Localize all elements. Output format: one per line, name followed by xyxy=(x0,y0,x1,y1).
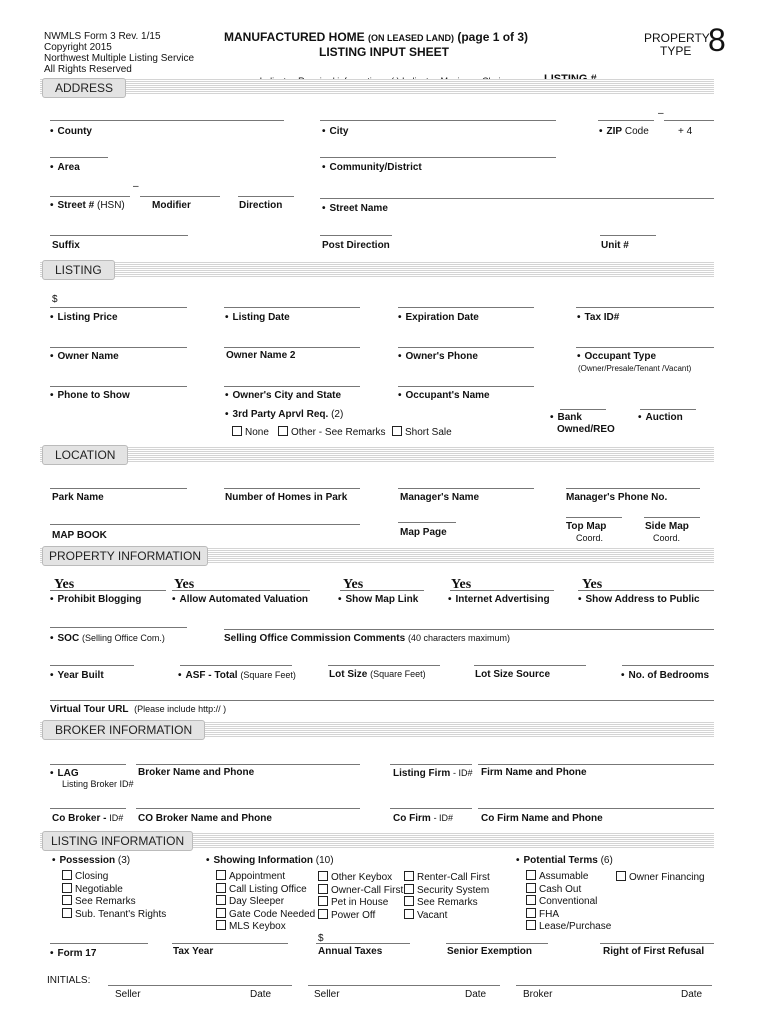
firm-name-line[interactable] xyxy=(478,764,714,765)
possession-label xyxy=(52,855,130,866)
side-map-label: Side Map xyxy=(645,521,689,532)
direction-label: Direction xyxy=(239,200,283,211)
terms-option[interactable] xyxy=(526,920,611,933)
poss-option-label: Negotiable xyxy=(75,883,123,895)
show-option[interactable] xyxy=(404,896,490,909)
terms-options-col2 xyxy=(616,871,705,884)
senior-exemption-label: Senior Exemption xyxy=(447,946,533,957)
show-option[interactable] xyxy=(318,909,403,922)
checkbox-icon[interactable] xyxy=(318,909,328,919)
asf-label xyxy=(178,670,296,681)
opt-none-label: None xyxy=(245,427,269,438)
lot-size-note: (Square Feet) xyxy=(370,669,426,679)
yes-internet: Yes xyxy=(451,577,472,592)
first-refusal-line[interactable] xyxy=(600,943,714,944)
show-option[interactable] xyxy=(318,884,403,897)
show-option-label: Call Listing Office xyxy=(229,883,307,895)
poss-option[interactable] xyxy=(62,908,166,921)
opt-other-label: Other - See Remarks xyxy=(291,427,386,438)
co-firm-text: Co Firm xyxy=(393,813,431,824)
co-broker-line[interactable] xyxy=(50,808,126,809)
property-type-label: PROPERTY xyxy=(644,31,710,45)
terms-option[interactable] xyxy=(526,908,611,921)
listing-date-line[interactable] xyxy=(224,307,360,308)
price-dollar: $ xyxy=(52,294,58,305)
area-label: • Area xyxy=(50,162,80,173)
co-broker-id: ID# xyxy=(109,813,124,823)
occupants-name-label: • Occupant's Name xyxy=(398,390,490,401)
internet-adv-label: • Internet Advertising xyxy=(448,594,550,605)
section-address: ADDRESS xyxy=(42,78,126,98)
co-broker-name-label: CO Broker Name and Phone xyxy=(138,813,272,824)
date1-label: Date xyxy=(250,989,272,1000)
opt-none[interactable] xyxy=(232,426,269,438)
bedrooms-label: • No. of Bedrooms xyxy=(621,670,709,681)
possession-max: (3) xyxy=(117,855,131,866)
checkbox-icon[interactable] xyxy=(216,883,226,893)
suffix-label: Suffix xyxy=(52,240,80,251)
terms-option-label: Owner Financing xyxy=(629,872,705,883)
seller1-line[interactable] xyxy=(108,985,292,986)
hsn-text: (HSN) xyxy=(96,200,125,211)
owner-name2-line[interactable] xyxy=(224,347,360,348)
opt-short-label: Short Sale xyxy=(405,427,452,438)
soc-text: • SOC xyxy=(50,633,79,644)
form-number: NWMLS Form 3 Rev. 1/15 xyxy=(44,31,161,42)
terms-max: (6) xyxy=(600,855,613,866)
checkbox-icon[interactable] xyxy=(232,426,242,436)
zip4-line[interactable] xyxy=(664,120,714,121)
checkbox-icon[interactable] xyxy=(318,871,328,881)
date2-label: Date xyxy=(465,989,487,1000)
plus4-label: + 4 xyxy=(678,126,693,137)
owned-reo-label: Owned/REO xyxy=(557,424,615,435)
occupant-type-line[interactable] xyxy=(576,347,714,348)
seller2-label: Seller xyxy=(314,989,340,1000)
managers-phone-line[interactable] xyxy=(566,488,700,489)
show-option[interactable] xyxy=(216,895,315,908)
soc-comments-note: (40 characters maximum) xyxy=(407,633,510,643)
showing-options-col3 xyxy=(404,871,490,921)
yes-prohibit: Yes xyxy=(54,577,75,592)
auction-label: • Auction xyxy=(638,412,683,423)
soc-label xyxy=(50,633,165,644)
checkbox-icon[interactable] xyxy=(62,870,72,880)
rights: All Rights Reserved xyxy=(44,64,132,75)
map-book-label: MAP BOOK xyxy=(52,530,107,541)
section-broker-info: BROKER INFORMATION xyxy=(42,720,205,740)
co-firm-line[interactable] xyxy=(390,808,472,809)
owner-name-label: • Owner Name xyxy=(50,351,119,362)
phone-to-show-line[interactable] xyxy=(50,386,187,387)
show-map-link-label: • Show Map Link xyxy=(338,594,418,605)
asf-note: (Square Feet) xyxy=(240,670,296,680)
zip-label xyxy=(599,126,649,137)
show-option[interactable] xyxy=(404,884,490,897)
poss-option-label: Sub. Tenant's Rights xyxy=(75,908,167,920)
third-party-max: (2) xyxy=(331,409,344,420)
listing-price-line[interactable] xyxy=(50,307,187,308)
co-broker-text: Co Broker - xyxy=(52,813,107,824)
bank-label: • Bank xyxy=(550,412,582,423)
show-option[interactable] xyxy=(318,896,403,909)
checkbox-icon[interactable] xyxy=(216,920,226,930)
terms-option-label: FHA xyxy=(539,908,559,920)
occupants-name-line[interactable] xyxy=(398,386,534,387)
poss-option[interactable] xyxy=(62,883,166,896)
post-direction-line[interactable] xyxy=(320,235,392,236)
bank-line[interactable] xyxy=(560,409,606,410)
show-option-label: Appointment xyxy=(229,871,286,882)
seller2-line[interactable] xyxy=(308,985,500,986)
street-num-text: • Street # xyxy=(50,200,94,211)
annual-taxes-label: Annual Taxes xyxy=(318,946,383,957)
listing-date-label: • Listing Date xyxy=(225,312,290,323)
checkbox-icon[interactable] xyxy=(318,884,328,894)
address-bar xyxy=(40,79,714,95)
tour-url-line[interactable] xyxy=(50,700,714,701)
owner-name2-label: Owner Name 2 xyxy=(226,350,296,361)
listing-bar xyxy=(40,262,714,278)
showing-label xyxy=(206,855,334,866)
map-book-line[interactable] xyxy=(50,524,360,525)
checkbox-icon[interactable] xyxy=(404,871,414,881)
section-property-info: PROPERTY INFORMATION xyxy=(42,546,208,566)
date3-label: Date xyxy=(681,989,703,1000)
park-name-label: Park Name xyxy=(52,492,104,503)
map-link-line[interactable] xyxy=(340,590,424,591)
internet-line[interactable] xyxy=(450,590,554,591)
auction-line[interactable] xyxy=(640,409,696,410)
checkbox-icon[interactable] xyxy=(62,895,72,905)
checkbox-icon[interactable] xyxy=(216,895,226,905)
section-listing-info: LISTING INFORMATION xyxy=(42,831,193,851)
listing-firm-id: - ID# xyxy=(453,768,473,778)
auto-valuation-line[interactable] xyxy=(172,590,310,591)
property-type-number: 8 xyxy=(708,22,726,58)
title-page: (page 1 of 3) xyxy=(457,30,529,44)
lot-source-line[interactable] xyxy=(474,665,586,666)
city-line[interactable] xyxy=(320,120,556,121)
show-option[interactable] xyxy=(318,871,403,884)
owners-city-line[interactable] xyxy=(224,386,360,387)
side-map-line[interactable] xyxy=(644,517,700,518)
soc-comments-label xyxy=(224,633,510,644)
top-coord-label: Coord. xyxy=(576,533,604,543)
street-name-line[interactable] xyxy=(320,198,714,199)
modifier-line[interactable] xyxy=(140,196,220,197)
initials-label: INITIALS: xyxy=(47,975,91,986)
checkbox-icon[interactable] xyxy=(526,895,536,905)
terms-option[interactable] xyxy=(526,870,611,883)
post-direction-label: Post Direction xyxy=(322,240,390,251)
form17-line[interactable] xyxy=(50,943,148,944)
org-name: Northwest Multiple Listing Service xyxy=(44,53,195,64)
show-option-label: Vacant xyxy=(417,909,448,921)
checkbox-icon[interactable] xyxy=(392,426,402,436)
prohibit-line[interactable] xyxy=(50,590,166,591)
possession-options xyxy=(62,870,166,920)
show-option[interactable] xyxy=(216,883,315,896)
city-label: • City xyxy=(322,126,348,137)
poss-option[interactable] xyxy=(62,870,166,883)
co-firm-name-line[interactable] xyxy=(478,808,714,809)
listing-firm-label xyxy=(393,768,473,779)
owners-city-label: • Owner's City and State xyxy=(225,390,341,401)
show-option[interactable] xyxy=(216,870,315,883)
managers-name-label: Manager's Name xyxy=(400,492,480,503)
poss-option[interactable] xyxy=(62,895,166,908)
num-homes-line[interactable] xyxy=(224,488,360,489)
map-page-label: Map Page xyxy=(400,527,447,538)
park-name-line[interactable] xyxy=(50,488,187,489)
possession-text: • Possession xyxy=(52,855,115,866)
zip-code-text: Code xyxy=(624,126,649,137)
form-subtitle: LISTING INPUT SHEET xyxy=(319,45,450,59)
owner-name-line[interactable] xyxy=(50,347,187,348)
lot-size-text: Lot Size xyxy=(329,669,368,680)
checkbox-icon[interactable] xyxy=(216,908,226,918)
broker-label: Broker xyxy=(523,989,553,1000)
soc-note: (Selling Office Com.) xyxy=(81,633,165,643)
third-party-label xyxy=(225,409,343,420)
show-address-line[interactable] xyxy=(578,590,714,591)
area-line[interactable] xyxy=(50,157,108,158)
top-map-label: Top Map xyxy=(566,521,607,532)
show-option[interactable] xyxy=(404,909,490,922)
prohibit-blogging-label: • Prohibit Blogging xyxy=(50,594,141,605)
checkbox-icon[interactable] xyxy=(62,883,72,893)
occupant-type-options: (Owner/Presale/Tenant /Vacant) xyxy=(578,364,692,373)
checkbox-icon[interactable] xyxy=(526,908,536,918)
title-main: MANUFACTURED HOME xyxy=(224,30,365,44)
show-option-label: See Remarks xyxy=(417,897,478,908)
owners-phone-line[interactable] xyxy=(398,347,534,348)
show-option-label: Renter-Call First xyxy=(417,872,490,883)
lot-size-line[interactable] xyxy=(328,665,440,666)
checkbox-icon[interactable] xyxy=(526,870,536,880)
co-firm-id: - ID# xyxy=(433,813,454,823)
show-option-label: Power Off xyxy=(331,909,376,921)
terms-option-label: Lease/Purchase xyxy=(539,921,612,932)
yes-auto-valuation: Yes xyxy=(174,577,195,592)
map-page-line[interactable] xyxy=(398,522,456,523)
show-option-label: Security System xyxy=(417,884,490,896)
senior-exemption-line[interactable] xyxy=(446,943,548,944)
tax-id-line[interactable] xyxy=(576,307,714,308)
showing-max: (10) xyxy=(315,855,334,866)
show-option-label: Other Keybox xyxy=(331,872,393,883)
show-option[interactable] xyxy=(216,920,315,933)
listing-firm-line[interactable] xyxy=(390,764,472,765)
expiration-date-label: • Expiration Date xyxy=(398,312,479,323)
terms-option-label: Assumable xyxy=(539,871,589,882)
lag-sub-label: Listing Broker ID# xyxy=(62,779,134,789)
show-option-label: Day Sleeper xyxy=(229,896,285,907)
broker-name-line[interactable] xyxy=(136,764,360,765)
terms-option[interactable] xyxy=(616,871,705,884)
soc-comments-line[interactable] xyxy=(224,629,714,630)
tax-year-label: Tax Year xyxy=(173,946,214,957)
street-num-label xyxy=(50,200,125,211)
tour-url-note: (Please include http:// ) xyxy=(134,704,227,714)
lag-label: • LAG xyxy=(50,768,79,779)
third-party-text: • 3rd Party Aprvl Req. xyxy=(225,409,328,420)
opt-short-sale[interactable] xyxy=(392,426,452,438)
zip-line[interactable] xyxy=(598,120,654,121)
suffix-line[interactable] xyxy=(50,235,188,236)
checkbox-icon[interactable] xyxy=(318,896,328,906)
zip-label-text: • ZIP xyxy=(599,126,622,137)
unit-label: Unit # xyxy=(601,240,629,251)
checkbox-icon[interactable] xyxy=(404,909,414,919)
yes-show-address: Yes xyxy=(582,577,603,592)
street-name-label: • Street Name xyxy=(322,203,388,214)
modifier-label: Modifier xyxy=(152,200,191,211)
lag-line[interactable] xyxy=(50,764,126,765)
show-option-label: Pet in House xyxy=(331,897,389,908)
yes-map-link: Yes xyxy=(343,577,364,592)
checkbox-icon[interactable] xyxy=(526,883,536,893)
showing-options-col2 xyxy=(318,871,403,921)
seller1-label: Seller xyxy=(115,989,141,1000)
poss-option-label: See Remarks xyxy=(75,896,136,907)
lot-size-label xyxy=(329,669,426,680)
terms-label xyxy=(516,855,613,866)
checkbox-icon[interactable] xyxy=(526,920,536,930)
zip-dash: – xyxy=(658,108,664,119)
asf-text: • ASF - Total xyxy=(178,670,238,681)
auto-valuation-label: • Allow Automated Valuation xyxy=(172,594,308,605)
expiration-date-line[interactable] xyxy=(398,307,534,308)
year-built-line[interactable] xyxy=(50,665,134,666)
checkbox-icon[interactable] xyxy=(278,426,288,436)
direction-line[interactable] xyxy=(238,196,294,197)
firm-name-phone-label: Firm Name and Phone xyxy=(481,767,587,778)
poss-option-label: Closing xyxy=(75,871,109,882)
checkbox-icon[interactable] xyxy=(404,884,414,894)
broker-sign-line[interactable] xyxy=(516,985,712,986)
soc-line[interactable] xyxy=(50,627,187,628)
checkbox-icon[interactable] xyxy=(616,871,626,881)
section-location: LOCATION xyxy=(42,445,128,465)
street-num-dash: – xyxy=(133,181,139,192)
side-coord-label: Coord. xyxy=(653,533,681,543)
show-option-label: MLS Keybox xyxy=(229,921,286,932)
bedrooms-line[interactable] xyxy=(622,665,714,666)
annual-taxes-line[interactable] xyxy=(316,943,410,944)
show-address-label: • Show Address to Public xyxy=(578,594,700,605)
community-line[interactable] xyxy=(320,157,556,158)
managers-phone-label: Manager's Phone No. xyxy=(566,492,668,503)
showing-text: • Showing Information xyxy=(206,855,313,866)
co-broker-name-line[interactable] xyxy=(136,808,360,809)
terms-option-label: Conventional xyxy=(539,896,598,907)
checkbox-icon[interactable] xyxy=(404,896,414,906)
location-bar xyxy=(40,447,714,463)
occupant-type-label: • Occupant Type xyxy=(577,351,656,362)
checkbox-icon[interactable] xyxy=(62,908,72,918)
phone-to-show-label: • Phone to Show xyxy=(50,390,130,401)
title-sub: (ON LEASED LAND) xyxy=(368,33,455,43)
county-line[interactable] xyxy=(50,120,284,121)
show-option-label: Gate Code Needed xyxy=(229,908,316,920)
checkbox-icon[interactable] xyxy=(216,870,226,880)
soc-comments-text: Selling Office Commission Comments xyxy=(224,633,406,644)
lot-source-label: Lot Size Source xyxy=(475,669,551,680)
broker-name-phone-label: Broker Name and Phone xyxy=(138,767,255,778)
taxes-dollar: $ xyxy=(318,933,324,944)
terms-option[interactable] xyxy=(526,883,611,896)
listing-firm-text: Listing Firm xyxy=(393,768,451,779)
street-num-line[interactable] xyxy=(50,196,130,197)
community-label: • Community/District xyxy=(322,162,422,173)
asf-line[interactable] xyxy=(180,665,292,666)
copyright: Copyright 2015 xyxy=(44,42,112,53)
co-firm-name-label: Co Firm Name and Phone xyxy=(481,813,603,824)
tour-url-text: Virtual Tour URL xyxy=(50,704,129,715)
property-type-label-2: TYPE xyxy=(660,44,692,58)
showing-options-col1 xyxy=(216,870,315,933)
terms-option[interactable] xyxy=(526,895,611,908)
terms-option-label: Cash Out xyxy=(539,883,582,895)
show-option[interactable] xyxy=(216,908,315,921)
form17-label: • Form 17 xyxy=(50,948,96,959)
county-label: • County xyxy=(50,126,92,137)
opt-other[interactable] xyxy=(278,426,385,438)
year-built-label: • Year Built xyxy=(50,670,104,681)
co-broker-label xyxy=(52,813,123,824)
tour-url-label xyxy=(50,704,226,715)
form-title xyxy=(224,30,528,44)
tax-id-label: • Tax ID# xyxy=(577,312,619,323)
managers-name-line[interactable] xyxy=(398,488,534,489)
num-homes-label: Number of Homes in Park xyxy=(225,492,348,503)
show-option[interactable] xyxy=(404,871,490,884)
section-listing: LISTING xyxy=(42,260,115,280)
first-refusal-label: Right of First Refusal xyxy=(603,946,705,957)
listing-price-label: • Listing Price xyxy=(50,312,118,323)
unit-line[interactable] xyxy=(600,235,656,236)
tax-year-line[interactable] xyxy=(172,943,288,944)
top-map-line[interactable] xyxy=(566,517,622,518)
terms-options-col1 xyxy=(526,870,611,933)
owners-phone-label: • Owner's Phone xyxy=(398,351,478,362)
terms-text: • Potential Terms xyxy=(516,855,598,866)
show-option-label: Owner-Call First xyxy=(331,884,404,896)
co-firm-label xyxy=(393,813,453,824)
